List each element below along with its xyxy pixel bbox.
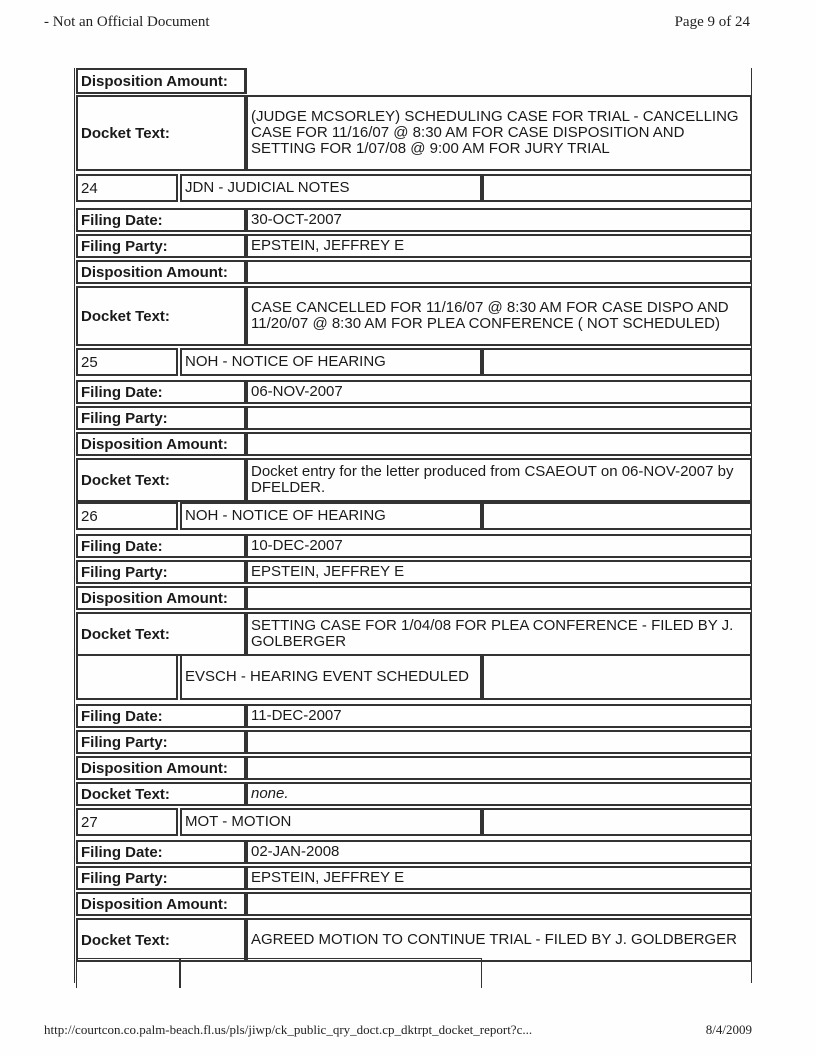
entry-blank bbox=[482, 654, 752, 700]
disposition-amount-label: Disposition Amount: bbox=[76, 756, 246, 780]
filing-party-label: Filing Party: bbox=[76, 866, 246, 890]
disposition-amount-label: Disposition Amount: bbox=[76, 586, 246, 610]
filing-date-value: 11-DEC-2007 bbox=[246, 704, 752, 728]
table-left-border bbox=[74, 68, 75, 983]
docket-text-value: AGREED MOTION TO CONTINUE TRIAL - FILED BY J. GOLDBERGER bbox=[246, 918, 752, 962]
entry-number: 26 bbox=[76, 502, 178, 530]
filing-party-label: Filing Party: bbox=[76, 560, 246, 584]
docket-text-label: Docket Text: bbox=[76, 458, 246, 502]
filing-date-label: Filing Date: bbox=[76, 208, 246, 232]
filing-party-label: Filing Party: bbox=[76, 406, 246, 430]
filing-party-value bbox=[246, 730, 752, 754]
filing-date-label: Filing Date: bbox=[76, 704, 246, 728]
footer-url: http://courtcon.co.palm-beach.fl.us/pls/jiwp/ck_public_qry_doct.cp_dktrpt_docket_report?c... bbox=[44, 1022, 533, 1037]
entry-blank bbox=[482, 502, 752, 530]
filing-date-label: Filing Date: bbox=[76, 840, 246, 864]
filing-date-value: 30-OCT-2007 bbox=[246, 208, 752, 232]
entry-number: 27 bbox=[76, 808, 178, 836]
page-header-left: - Not an Official Document bbox=[44, 14, 210, 30]
top-record bbox=[76, 68, 752, 162]
entry-number: 24 bbox=[76, 174, 178, 202]
entry-code: NOH - NOTICE OF HEARING bbox=[180, 348, 482, 376]
docket-text-value: Docket entry for the letter produced from CSAEOUT on 06-NOV-2007 by DFELDER. bbox=[246, 458, 752, 502]
entry-blank bbox=[482, 808, 752, 836]
disposition-amount-value bbox=[246, 68, 255, 94]
entry-code: NOH - NOTICE OF HEARING bbox=[180, 502, 482, 530]
filing-party-label: Filing Party: bbox=[76, 234, 246, 258]
disposition-amount-value bbox=[246, 892, 752, 916]
docket-table bbox=[74, 68, 752, 983]
filing-party-value: EPSTEIN, JEFFREY E bbox=[246, 560, 752, 584]
entry-number-empty bbox=[76, 958, 180, 988]
disposition-amount-value bbox=[246, 432, 752, 456]
disposition-amount-label: Disposition Amount: bbox=[76, 260, 246, 284]
entry-code-empty bbox=[180, 958, 482, 988]
disposition-amount-value bbox=[246, 586, 752, 610]
docket-text-value: SETTING CASE FOR 1/04/08 FOR PLEA CONFERENCE - FILED BY J. GOLBERGER bbox=[246, 612, 752, 656]
filing-party-value: EPSTEIN, JEFFREY E bbox=[246, 234, 752, 258]
docket-text-label: Docket Text: bbox=[76, 782, 246, 806]
entry-code: JDN - JUDICIAL NOTES bbox=[180, 174, 482, 202]
filing-party-value: EPSTEIN, JEFFREY E bbox=[246, 866, 752, 890]
disposition-amount-label: Disposition Amount: bbox=[76, 892, 246, 916]
docket-text-label: Docket Text: bbox=[76, 612, 246, 656]
entry-blank bbox=[482, 174, 752, 202]
entry-blank bbox=[482, 348, 752, 376]
disposition-amount-label: Disposition Amount: bbox=[76, 432, 246, 456]
page-number: Page 9 of 24 bbox=[674, 14, 750, 30]
docket-text-value: CASE CANCELLED FOR 11/16/07 @ 8:30 AM FOR CASE DISPO AND 11/20/07 @ 8:30 AM FOR PLEA CONFERENCE ( NOT SCHEDULED) bbox=[246, 286, 752, 346]
filing-party-label: Filing Party: bbox=[76, 730, 246, 754]
disposition-amount-label: Disposition Amount: bbox=[76, 68, 246, 94]
disposition-amount-value bbox=[246, 260, 752, 284]
filing-date-label: Filing Date: bbox=[76, 380, 246, 404]
filing-date-value: 06-NOV-2007 bbox=[246, 380, 752, 404]
filing-date-value: 02-JAN-2008 bbox=[246, 840, 752, 864]
docket-text-label: Docket Text: bbox=[76, 918, 246, 962]
entry-code: EVSCH - HEARING EVENT SCHEDULED bbox=[180, 654, 482, 700]
docket-text-label: Docket Text: bbox=[76, 95, 246, 171]
filing-date-label: Filing Date: bbox=[76, 534, 246, 558]
docket-text-value: none. bbox=[246, 782, 752, 806]
footer-date: 8/4/2009 bbox=[705, 1022, 752, 1037]
entry-code: MOT - MOTION bbox=[180, 808, 482, 836]
entry-number: 25 bbox=[76, 348, 178, 376]
filing-date-value: 10-DEC-2007 bbox=[246, 534, 752, 558]
docket-text-label: Docket Text: bbox=[76, 286, 246, 346]
disposition-amount-value bbox=[246, 756, 752, 780]
entry-number bbox=[76, 654, 178, 700]
docket-text-value: (JUDGE MCSORLEY) SCHEDULING CASE FOR TRIAL - CANCELLING CASE FOR 11/16/07 @ 8:30 AM FOR CASE DISPOSITION AND SETTING FOR 1/07/08 @ 9:00 AM FOR JURY TRIAL bbox=[246, 95, 752, 171]
filing-party-value bbox=[246, 406, 752, 430]
